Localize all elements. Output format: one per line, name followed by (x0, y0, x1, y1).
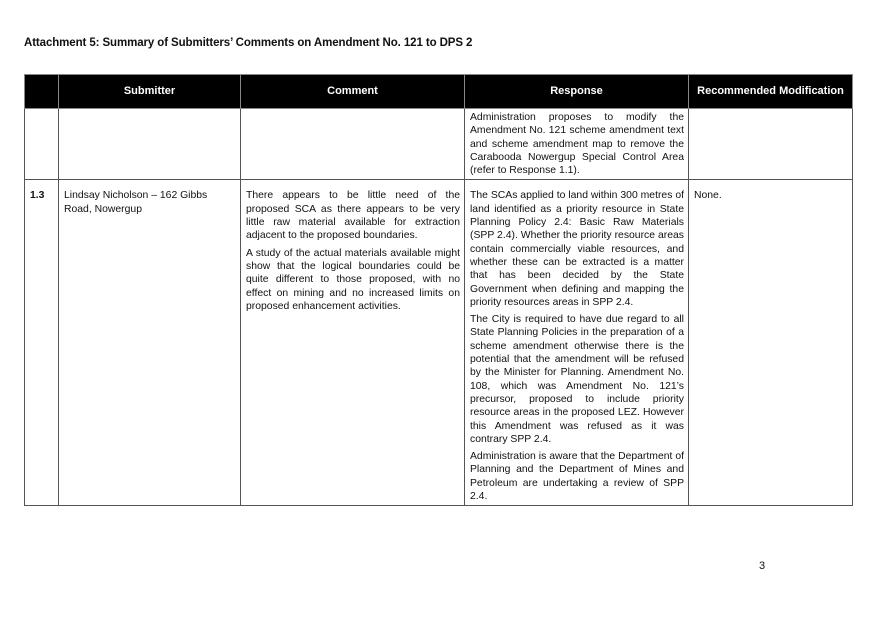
continued-response-cell (465, 109, 689, 180)
submitter-cell: Lindsay Nicholson – 162 Gibbs Road, Nowergup (59, 180, 241, 506)
row-number: 1.3 (25, 180, 59, 506)
response-paragraph-3: Administration is aware that the Department of Planning and the Department of Mines and Petroleum are undertaking a review of SPP 2.4. (470, 451, 684, 503)
submissions-table (24, 74, 853, 506)
page-number: 3 (759, 560, 766, 572)
document-title: Attachment 5: Summary of Submitters’ Comments on Amendment No. 121 to DPS 2 (24, 37, 473, 49)
response-paragraph-1: The SCAs applied to land within 300 metres of land identified as a priority resource in State Planning Policy 2.4: Basic Raw Materials (SPP 2.4). Whether the priority resource areas contain commercially viable resources, and whether these can be extracted is a matter that has been decided by the State Government when defining and mapping the priority resources areas in SPP 2.4. (470, 190, 684, 308)
header-number (25, 75, 59, 109)
table-header-row (25, 75, 853, 109)
comment-paragraph-1: There appears to be little need of the proposed SCA as there appears to be very little raw material available for extraction adjacent to the proposed boundaries. (246, 190, 460, 242)
continued-response-text: Administration proposes to modify the Amendment No. 121 scheme amendment text and scheme amendment map to remove the Carabooda Nowergup Special Control Area (refer to Response 1.1). (470, 112, 684, 177)
table-row-continued (25, 109, 853, 180)
header-response: Response (465, 75, 689, 109)
comment-cell (241, 180, 465, 506)
modification-cell: None. (689, 180, 853, 506)
continued-submitter-cell (59, 109, 241, 180)
header-recommended-modification: Recommended Modification (689, 75, 853, 109)
response-cell (465, 180, 689, 506)
header-comment: Comment (241, 75, 465, 109)
continued-comment-cell (241, 109, 465, 180)
table-row-1-3 (25, 180, 853, 506)
continued-modification-cell (689, 109, 853, 180)
continued-number-cell (25, 109, 59, 180)
header-submitter: Submitter (59, 75, 241, 109)
comment-paragraph-2: A study of the actual materials available might show that the logical boundaries could be quite different to those proposed, with no effect on mining and no increased limits on proposed enhancement activities. (246, 247, 460, 312)
response-paragraph-2: The City is required to have due regard to all State Planning Policies in the preparation of a scheme amendment otherwise there is the potential that the amendment will be refused by the Minister for Planning. Amendment No. 108, which was Amendment No. 121’s precursor, proposed to include priority resource areas in the proposed LEZ. However this Amendment was refused as it was contrary SPP 2.4. (470, 314, 684, 445)
